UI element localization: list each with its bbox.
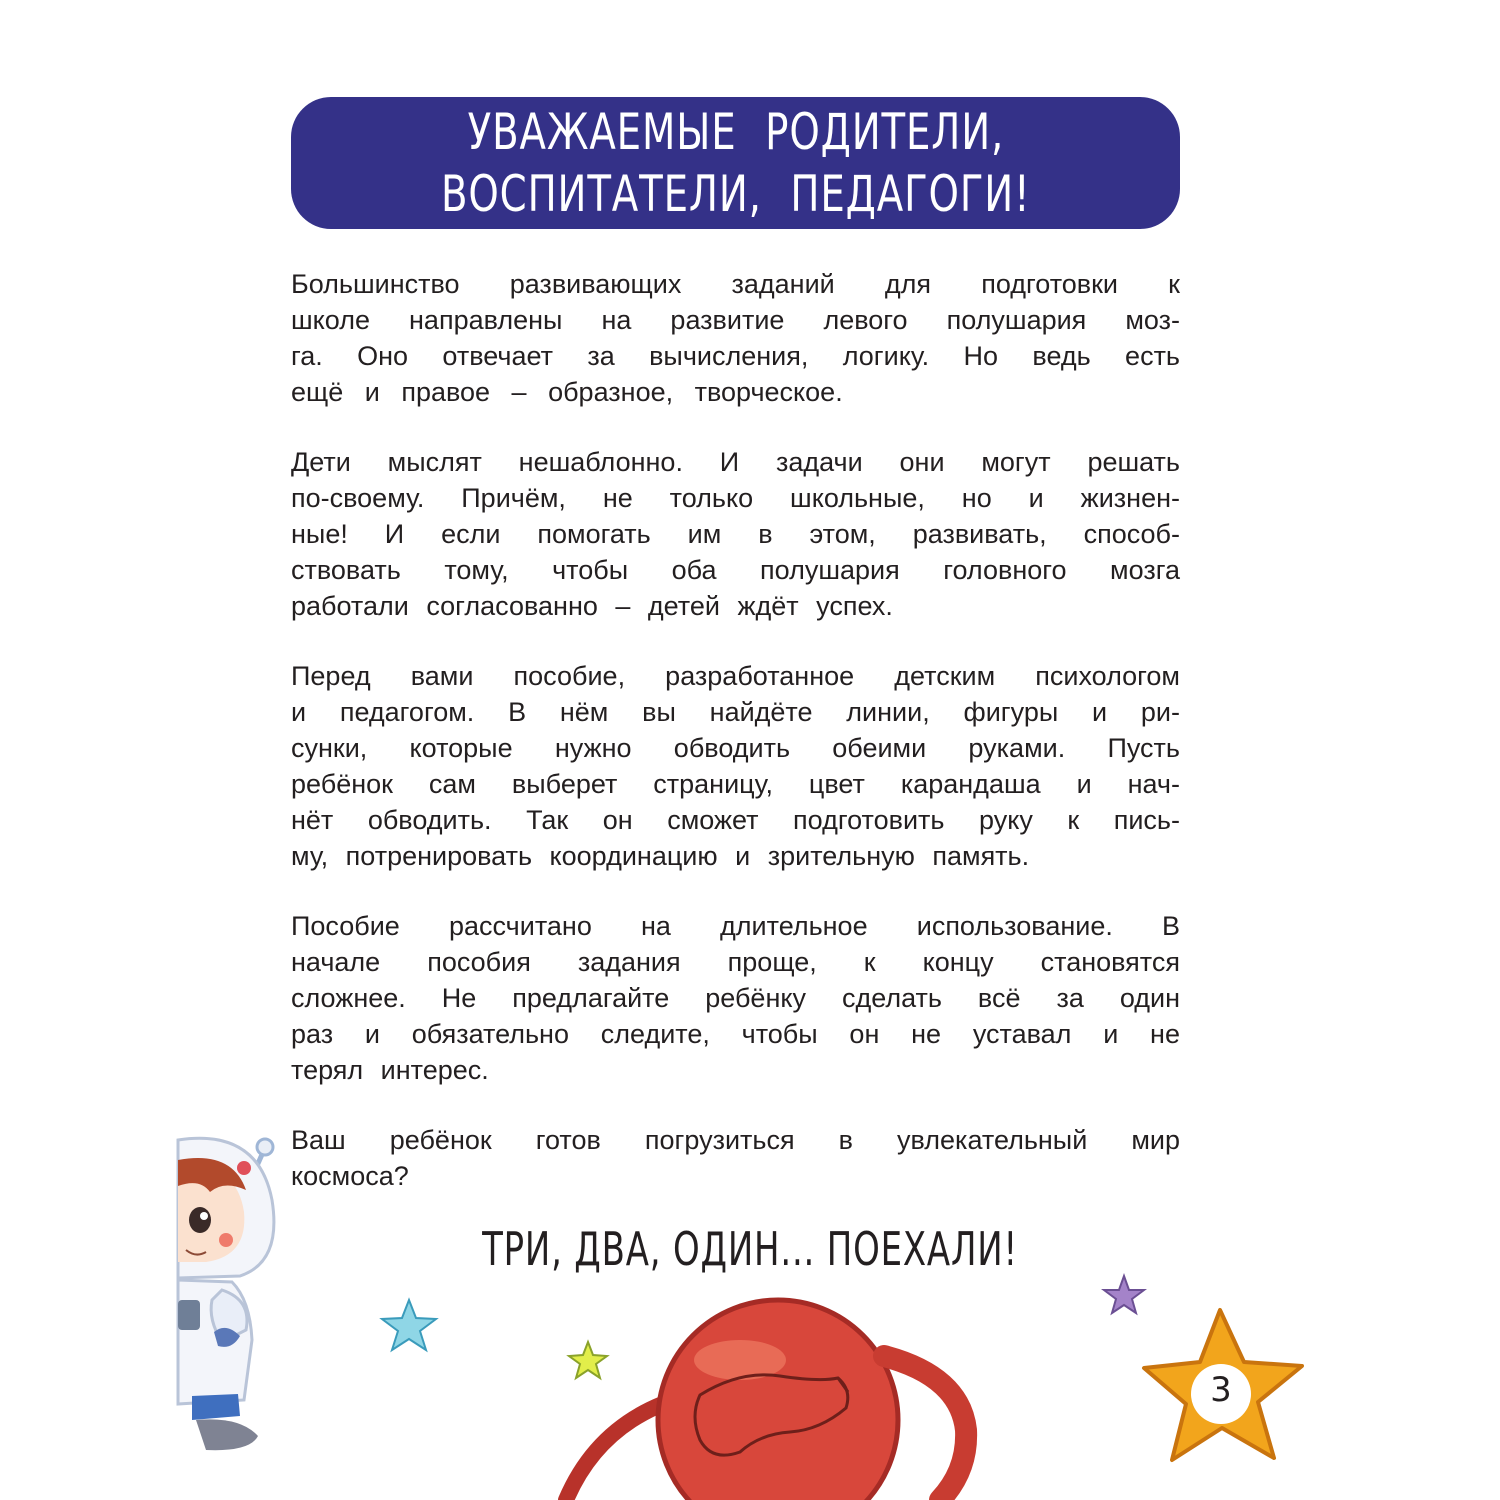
- text-line: школе направлены на развитие левого полушария моз-: [291, 305, 1180, 335]
- text-line: ствовать тому, чтобы оба полушария головного мозга: [291, 555, 1180, 585]
- text-line: му, потренировать координацию и зрительную память.: [291, 841, 1030, 871]
- text-line: сунки, которые нужно обводить обеими руками. Пусть: [291, 733, 1180, 763]
- text-line: Пособие рассчитано на длительное использование. В: [291, 911, 1180, 941]
- astronaut-illustration: [178, 1138, 274, 1450]
- text-line: Большинство развивающих заданий для подготовки к: [291, 269, 1180, 299]
- text-line: Дети мыслят нешаблонно. И задачи они могут решать: [291, 447, 1180, 477]
- text-line: терял интерес.: [291, 1055, 489, 1085]
- closing-phrase: ТРИ, ДВА, ОДИН... ПОЕХАЛИ!: [482, 1222, 1018, 1276]
- text-line: га. Оно отвечает за вычисления, логику. Но ведь есть: [291, 341, 1180, 371]
- title-line-2: ВОСПИТАТЕЛИ, ПЕДАГОГИ!: [440, 165, 1031, 223]
- text-line: сложнее. Не предлагайте ребёнку сделать всё за один: [291, 983, 1180, 1013]
- text-line: нёт обводить. Так он сможет подготовить руку к пись-: [291, 805, 1180, 835]
- star-cyan-icon: [382, 1300, 436, 1350]
- title-line-1: УВАЖАЕМЫЕ РОДИТЕЛИ,: [467, 103, 1004, 161]
- text-line: раз и обязательно следите, чтобы он не уставал и не: [291, 1019, 1180, 1049]
- text-line: по-своему. Причём, не только школьные, но и жизнен-: [291, 483, 1180, 513]
- text-line: Перед вами пособие, разработанное детским психологом: [291, 661, 1180, 691]
- page-number: 3: [1210, 1370, 1232, 1410]
- text-line: начале пособия задания проще, к концу становятся: [291, 947, 1180, 977]
- text-line: работали согласованно – детей ждёт успех.: [291, 591, 893, 621]
- text-line: и педагогом. В нём вы найдёте линии, фигуры и ри-: [291, 697, 1180, 727]
- planet-illustration: [566, 1300, 966, 1500]
- star-purple-icon: [1104, 1276, 1144, 1313]
- text-line: ребёнок сам выберет страницу, цвет карандаша и нач-: [291, 769, 1180, 799]
- star-yellow-icon: [569, 1342, 607, 1378]
- text-line: космоса?: [291, 1161, 409, 1191]
- text-line: ные! И если помогать им в этом, развивать, способ-: [291, 519, 1180, 549]
- text-line: Ваш ребёнок готов погрузиться в увлекательный мир: [291, 1125, 1180, 1155]
- text-line: ещё и правое – образное, творческое.: [291, 377, 843, 407]
